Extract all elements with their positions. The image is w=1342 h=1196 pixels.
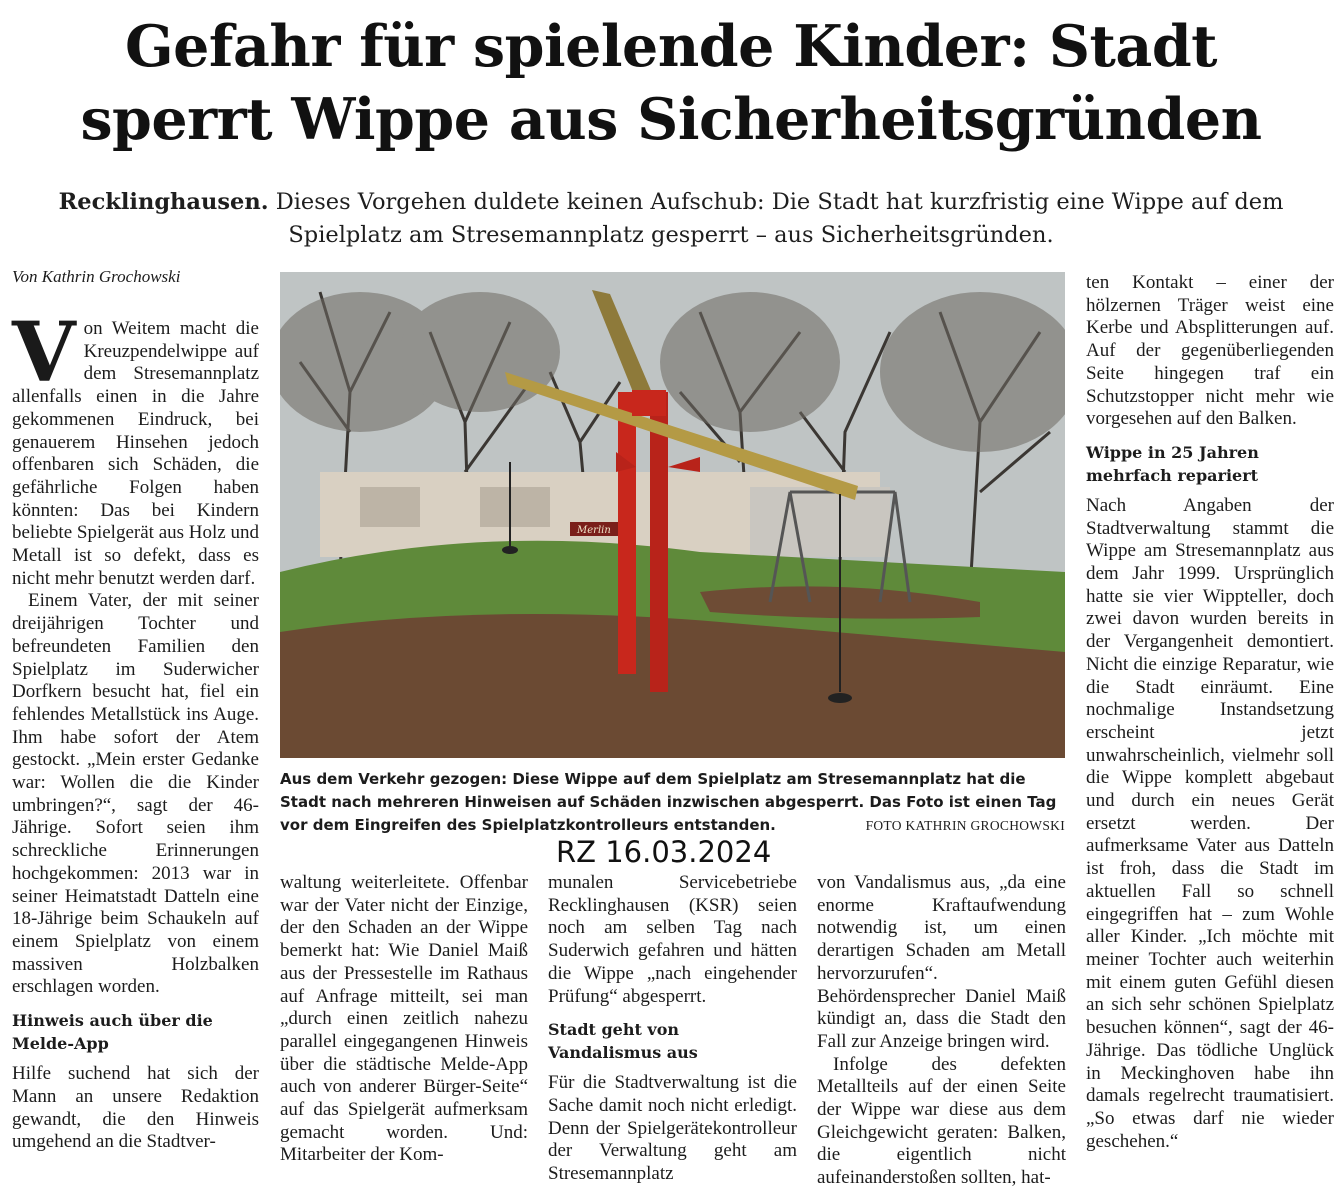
subheading: Wippe in 25 Jahren mehrfach repariert	[1086, 442, 1259, 485]
paragraph: ten Kontakt – einer der hölzernen Träger weist eine Kerbe und Absplitterungen auf. Auf der gegenüberliegenden Seite hingegen traf ein Schutzstopper nicht mehr wie vorgesehen auf den Balken.	[1086, 272, 1334, 430]
photo-seesaw-post-left	[618, 392, 636, 674]
text-column-5	[1086, 272, 1334, 1153]
paragraph: Nach Angaben der Stadtverwaltung stammt die Wippe am Stresemannplatz aus dem Jahr 1999. Ursprünglich hatte sie vier Wippteller, doch zwei davon wurden bereits in der Vergangenheit demontiert. Nicht die einzige Reparatur, wie die Stadt einräumt. Eine nochmalige Instandsetzung erscheint jetzt unwahrscheinlich, vielmehr soll die Wippe komplett abgebaut und durch ein neues Gerät ersetzt werden. Der aufmerksame Vater aus Datteln ist froh, dass die Stadt im aktuellen Fall so schnell eingegriffen hat – zum Wohle aller Kinder. „Ich möchte mit meiner Tochter auch weiterhin mit einem guten Gefühl diesen an sich sehr schönen Spielplatz besuchen können“, sagt der 46-Jährige. Das tödliche Unglück in Meckinghoven habe ihn damals regelrecht traumatisiert. „So etwas darf nie wieder geschehen.“	[1086, 494, 1334, 1152]
lead-line-2: Spielplatz am Stresemannplatz gesperrt – aus Sicherheitsgründen.	[288, 222, 1054, 248]
text-column-2	[280, 872, 528, 1167]
paragraph: Für die Stadtverwaltung ist die Sache damit noch nicht erledigt. Denn der Spielgerätekontrolleur der Verwaltung geht am Stresemannplatz	[548, 1072, 797, 1185]
photo-building-right	[750, 487, 890, 557]
photo-seesaw-playground	[280, 272, 1065, 758]
lead-line-1: Dieses Vorgehen duldete keinen Aufschub: Die Stadt hat kurzfristig eine Wippe auf dem	[275, 189, 1284, 215]
paragraph: Infolge des defekten Metallteils auf der einen Seite der Wippe war diese aus dem Gleichgewicht geraten: Balken, die eigentlich nicht aufeinanderstoßen sollten, hat-	[817, 1053, 1066, 1189]
photo-seesaw-seat	[828, 693, 852, 703]
article-headline	[0, 10, 1342, 156]
photo-window	[360, 487, 420, 527]
photo-seesaw-post-right	[650, 392, 668, 692]
lead-place: Recklinghausen.	[58, 189, 269, 215]
drop-cap: V	[12, 305, 76, 401]
photo-window	[480, 487, 550, 527]
article-photo	[280, 272, 1065, 758]
paragraph: Hilfe suchend hat sich der Mann an unsere Redaktion gewandt, die den Hinweis umgehend an die Stadtver-	[12, 1063, 259, 1153]
photo-seesaw-hub	[632, 390, 666, 416]
paragraph: Einem Vater, der mit seiner dreijährigen Tochter und befreundeten Familien den Spielplatz im Suderwicher Dorfkern besucht hat, fiel ein fehlendes Metallstück ins Auge. Ihm habe sofort der Atem gestockt. „Mein erster Gedanke war: Wollen die die Kinder umbringen?“, sagt der 46-Jährige. Sofort seien ihm schreckliche Erinnerungen hochgekommen: 2013 war in seiner Heimatstadt Datteln eine 18-Jährige beim Schaukeln auf einem Spielplatz von einem massiven Holzbalken erschlagen worden.	[12, 590, 259, 998]
photo-credit: FOTO KATHRIN GROCHOWSKI	[865, 818, 1065, 833]
photo-shop-sign-text: Merlin	[577, 525, 611, 536]
text-column-3	[548, 872, 797, 1186]
text-column-1	[12, 305, 259, 1154]
paragraph-text: on Weitem macht die Kreuzpendelwippe auf dem Stresemannplatz allenfalls einen in die Jahre gekommenen Eindruck, bei genauerem Hinsehen jedoch offenbaren sich Schäden, die gefährliche Folgen haben könnten: Das bei Kindern beliebte Spielgerät aus Holz und Metall ist so defekt, dass es nicht mehr benutzt werden darf.	[12, 318, 259, 589]
byline: Von Kathrin Grochowski	[12, 267, 181, 286]
paragraph	[12, 305, 259, 590]
photo-swing-seat	[502, 546, 518, 554]
subheading: Hinweis auch über die Melde-App	[12, 1011, 213, 1054]
paragraph: von Vandalismus aus, „da eine enorme Kraftaufwendung notwendig ist, um einen derartigen Schaden am Metall hervorzurufen“. Behördensprecher Daniel Maiß kündigt an, dass die Stadt den Fall zur Anzeige bringen wird.	[817, 872, 1066, 1052]
subheading: Stadt geht von Vandalismus aus	[548, 1020, 698, 1063]
headline-line-2: sperrt Wippe aus Sicherheitsgründen	[80, 86, 1262, 153]
photo-caption: Aus dem Verkehr gezogen: Diese Wippe auf dem Spielplatz am Stresemannplatz hat die Stadt nach mehreren Hinweisen auf Schäden inzwischen abgesperrt. Das Foto ist einen Tag vor dem Eingreifen des Spielplatzkontrolleurs entstanden.	[280, 770, 1057, 834]
article-lead	[20, 186, 1322, 252]
text-column-4	[817, 872, 1066, 1190]
headline-line-1: Gefahr für spielende Kinder: Stadt	[124, 13, 1218, 80]
paragraph: waltung weiterleitete. Offenbar war der Vater nicht der Einzige, der den Schaden an der Wippe bemerkt hat: Wie Daniel Maiß aus der Pressestelle im Rathaus auf Anfrage mitteilt, sei man „durch einen zeitlich nahezu parallel eingegangenen Hinweis über die städtische Melde-App auch von anderer Bürger-Seite“ auf das Spielgerät aufmerksam gemacht worden. Und: Mitarbeiter der Kom-	[280, 872, 528, 1166]
paragraph: munalen Servicebetriebe Recklinghausen (KSR) seien noch am selben Tag nach Suderwich gefahren und hätten die Wippe „nach eingehender Prüfung“ abgesperrt.	[548, 872, 797, 1007]
date-stamp: RZ 16.03.2024	[556, 835, 772, 869]
